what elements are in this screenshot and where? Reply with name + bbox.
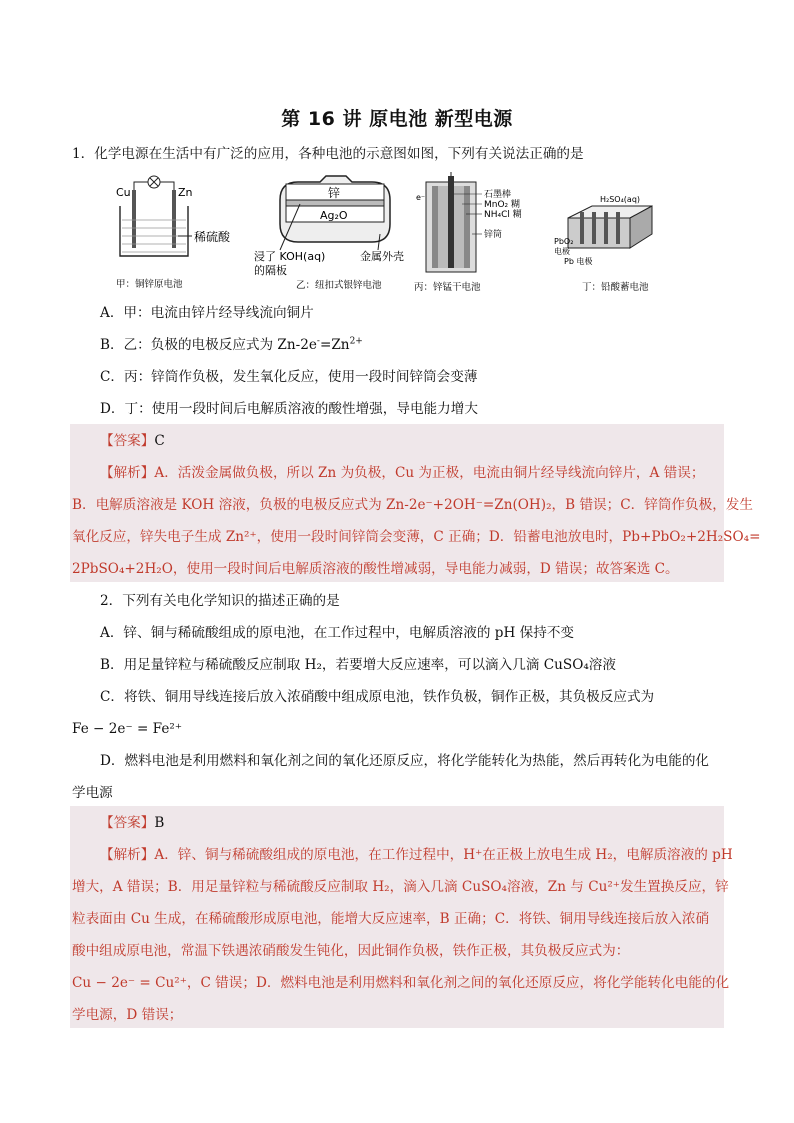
bing-caption: 丙：锌锰干电池 bbox=[414, 282, 481, 293]
figure-bing-dry-cell bbox=[412, 172, 532, 296]
yi-separator-label-2: 的隔板 bbox=[254, 264, 287, 277]
question-2-analysis-line-4: 酸中组成原电池，常温下铁遇浓硝酸发生钝化，因此铜作负极，铁作正极，其负极反应式为： bbox=[72, 943, 630, 959]
question-2-option-d-line-2: 学电源 bbox=[72, 785, 113, 801]
jia-acid-label: 稀硫酸 bbox=[194, 230, 231, 244]
ding-acid-label: H₂SO₄(aq) bbox=[600, 195, 641, 204]
question-1-option-d: D．丁：使用一段时间后电解质溶液的酸性增强，导电能力增大 bbox=[100, 401, 478, 417]
question-2-analysis-line-6: 学电源，D 错误； bbox=[72, 1007, 183, 1023]
question-2-option-a: A．锌、铜与稀硫酸组成的原电池，在工作过程中，电解质溶液的 pH 保持不变 bbox=[100, 625, 575, 641]
bing-rod-label: 石墨棒 bbox=[484, 190, 512, 200]
jia-caption: 甲：铜锌原电池 bbox=[116, 279, 183, 290]
question-2-option-b: B．用足量锌粒与稀硫酸反应制取 H₂，若要增大反应速率，可以滴入几滴 CuSO₄溶液 bbox=[100, 657, 616, 673]
yi-ag2o-label: Ag₂O bbox=[320, 209, 348, 222]
yi-caption: 乙：纽扣式银锌电池 bbox=[296, 280, 382, 291]
question-1-analysis-line-1: 【解析】A．活泼金属做负极，所以 Zn 为负极，Cu 为正极，电流由铜片经导线流向锌片，A 错误； bbox=[100, 465, 705, 481]
yi-zn-label: 锌 bbox=[328, 186, 341, 200]
yi-shell-label: 金属外壳 bbox=[360, 250, 404, 263]
figure-yi-button-cell bbox=[250, 172, 410, 296]
question-2-analysis-line-1: 【解析】A．锌、铜与稀硫酸组成的原电池，在工作过程中，H⁺在正极上放电生成 H₂，电解质溶液的 pH bbox=[100, 847, 733, 863]
question-2-option-c-equation: Fe − 2e⁻ = Fe²⁺ bbox=[72, 721, 183, 737]
page-title: 第 16 讲 原电池 新型电源 bbox=[281, 108, 513, 130]
question-1-analysis-line-4: 2PbSO₄+2H₂O，使用一段时间后电解质溶液的酸性增减弱，导电能力减弱，D 错误；故答案选 C。 bbox=[72, 561, 679, 577]
ding-electrode-label: 电极 bbox=[554, 247, 570, 256]
question-1-answer: 【答案】C bbox=[100, 433, 165, 449]
question-1-option-b: B．乙：负极的电极反应式为 $Zn-2e^-=Zn^{2+}$ bbox=[100, 336, 363, 353]
question-2-analysis-line-5: Cu − 2e⁻ = Cu²⁺，C 错误；D．燃料电池是利用燃料和氧化剂之间的氧化还原反应，将化学能转化电能的化 bbox=[72, 975, 730, 991]
question-2-analysis-line-2: 增大，A 错误；B．用足量锌粒与稀硫酸反应制取 H₂，滴入几滴 CuSO₄溶液，Zn 与 Cu²⁺发生置换反应，锌 bbox=[72, 879, 729, 895]
figure-ding-lead-acid-cell bbox=[552, 172, 668, 296]
ding-caption: 丁：铅酸蓄电池 bbox=[582, 282, 649, 293]
bing-can-label: 锌筒 bbox=[484, 230, 503, 240]
question-1-analysis-line-2: B．电解质溶液是 KOH 溶液，负极的电极反应式为 Zn-2e⁻+2OH⁻=Zn(OH)₂，B 错误；C．锌筒作负极，发生 bbox=[72, 497, 753, 513]
question-1-stem: 1．化学电源在生活中有广泛的应用，各种电池的示意图如图，下列有关说法正确的是 bbox=[72, 146, 584, 162]
yi-separator-label: 浸了 KOH(aq) bbox=[254, 250, 326, 263]
question-1-option-c: C．丙：锌筒作负极，发生氧化反应，使用一段时间锌筒会变薄 bbox=[100, 369, 478, 385]
ding-pbo2-label: PbO₂ bbox=[554, 237, 574, 246]
ding-pb-label: Pb 电极 bbox=[564, 257, 593, 266]
bing-electron-label: e⁻ bbox=[416, 193, 426, 202]
jia-zn-label: Zn bbox=[178, 186, 193, 199]
bing-nh4cl-label: NH₄Cl 糊 bbox=[484, 210, 522, 220]
question-1-analysis-line-3: 氧化反应，锌失电子生成 Zn²⁺，使用一段时间锌筒会变薄，C 正确；D．铅蓄电池放电时，Pb+PbO₂+2H₂SO₄= bbox=[72, 529, 761, 545]
question-2-answer: 【答案】B bbox=[100, 815, 165, 831]
question-2-analysis-line-3: 粒表面由 Cu 生成，在稀硫酸形成原电池，能增大反应速率，B 正确；C．将铁、铜用导线连接后放入浓硝 bbox=[72, 911, 710, 927]
jia-cu-label: Cu bbox=[116, 186, 131, 199]
bing-mno2-label: MnO₂ 糊 bbox=[484, 200, 521, 210]
question-2-option-d-line-1: D．燃料电池是利用燃料和氧化剂之间的氧化还原反应，将化学能转化为热能，然后再转化为电能的化 bbox=[100, 753, 710, 769]
question-2-stem: 2．下列有关电化学知识的描述正确的是 bbox=[100, 593, 340, 609]
question-2-option-c: C．将铁、铜用导线连接后放入浓硝酸中组成原电池，铁作负极，铜作正极，其负极反应式为 bbox=[100, 689, 655, 705]
question-1-option-a: A．甲：电流由锌片经导线流向铜片 bbox=[100, 305, 314, 321]
figure-jia-copper-zinc-cell bbox=[112, 172, 242, 296]
